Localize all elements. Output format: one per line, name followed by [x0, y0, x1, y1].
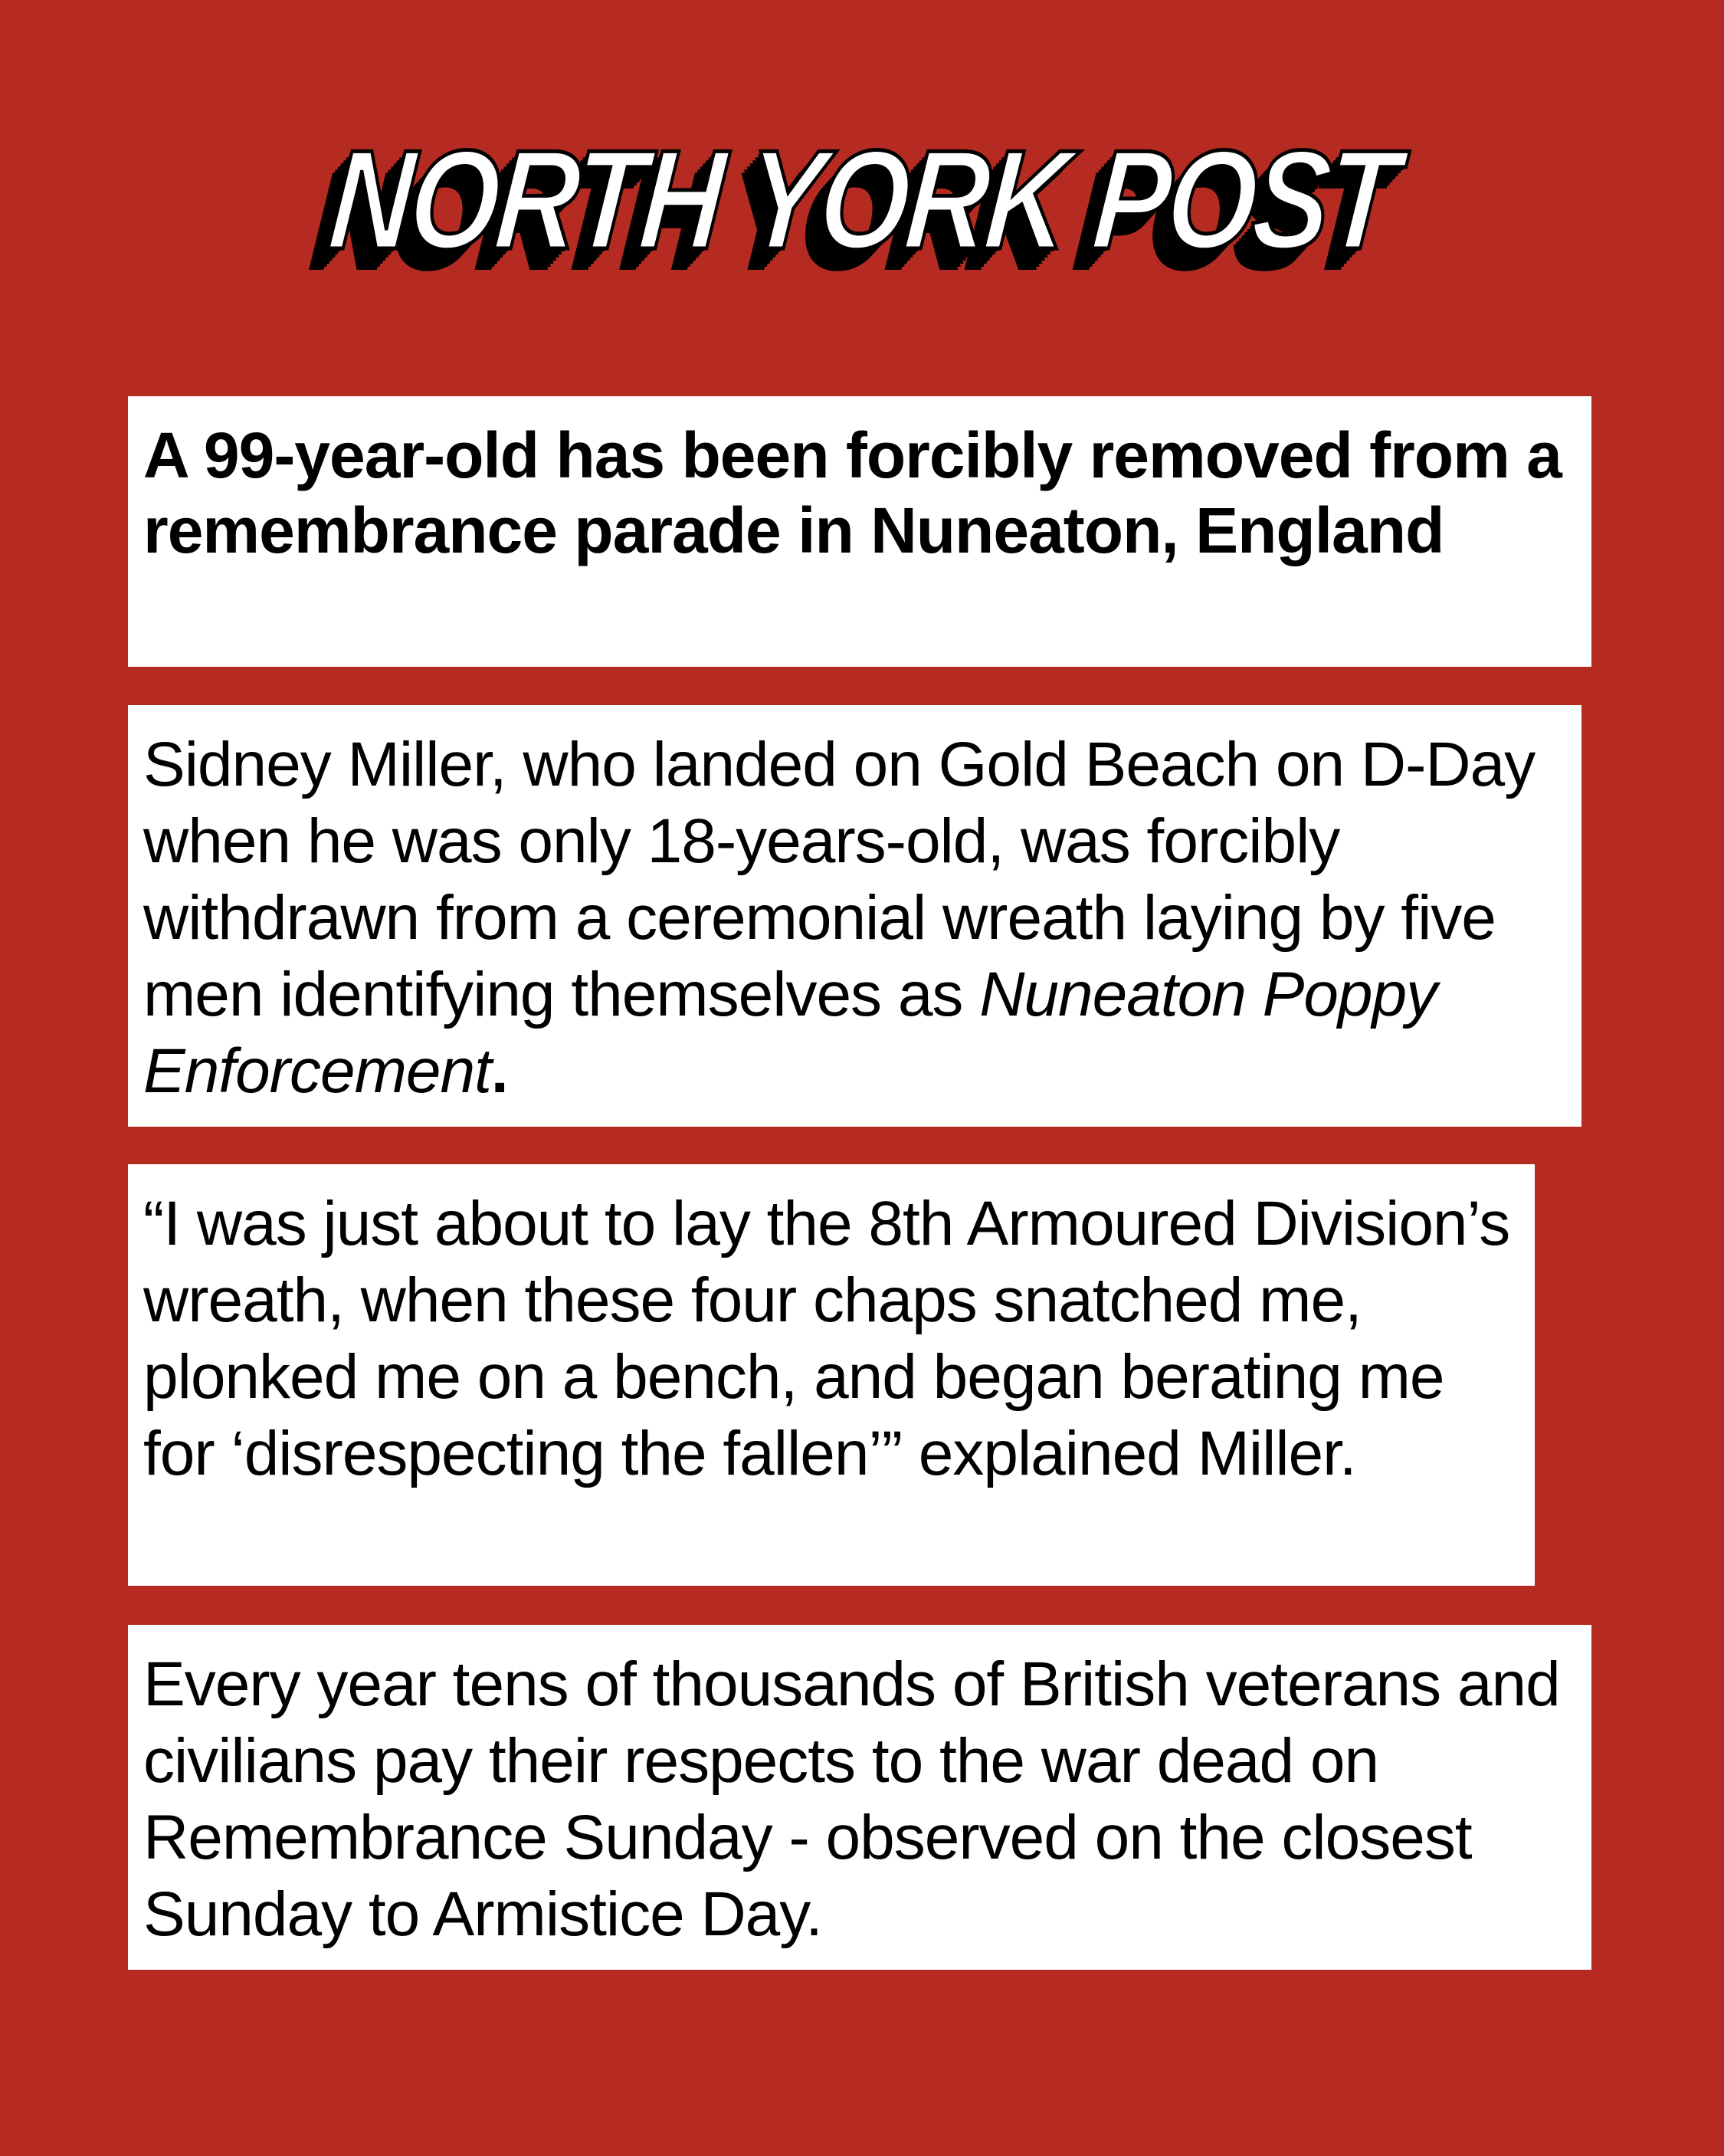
paragraph-card-1 [128, 705, 1581, 1127]
article-paragraph-1 [143, 727, 1566, 1110]
paragraph-1-emphasis: Nuneaton Poppy Enforcement [143, 960, 1437, 1106]
masthead-title: NORTH YORK POST [323, 120, 1401, 278]
paragraph-card-3 [128, 1625, 1591, 1970]
masthead-logo [0, 107, 1724, 291]
paragraph-1-text: Sidney Miller, who landed on Gold Beach on D-Day when he was only 18-years-old, was forcibly withdrawn from a ceremonial wreath laying by five men identifying themselves as [143, 730, 1536, 1029]
article-quote: “I was just about to lay the 8th Armoured Division’s wreath, when these four chaps snatched me, plonked me on a bench, and began berating me for ‘disrespecting the fallen’” explained Miller. [143, 1189, 1510, 1488]
article-paragraph-3: Every year tens of thousands of British veterans and civilians pay their respects to the war dead on Remembrance Sunday - observed on the closest Sunday to Armistice Day. [143, 1649, 1560, 1949]
article-headline: A 99-year-old has been forcibly removed from a remembrance parade in Nuneaton, England [143, 419, 1562, 566]
headline-card [128, 396, 1591, 667]
paragraph-1-end: . [490, 1036, 508, 1106]
quote-card [128, 1164, 1535, 1586]
